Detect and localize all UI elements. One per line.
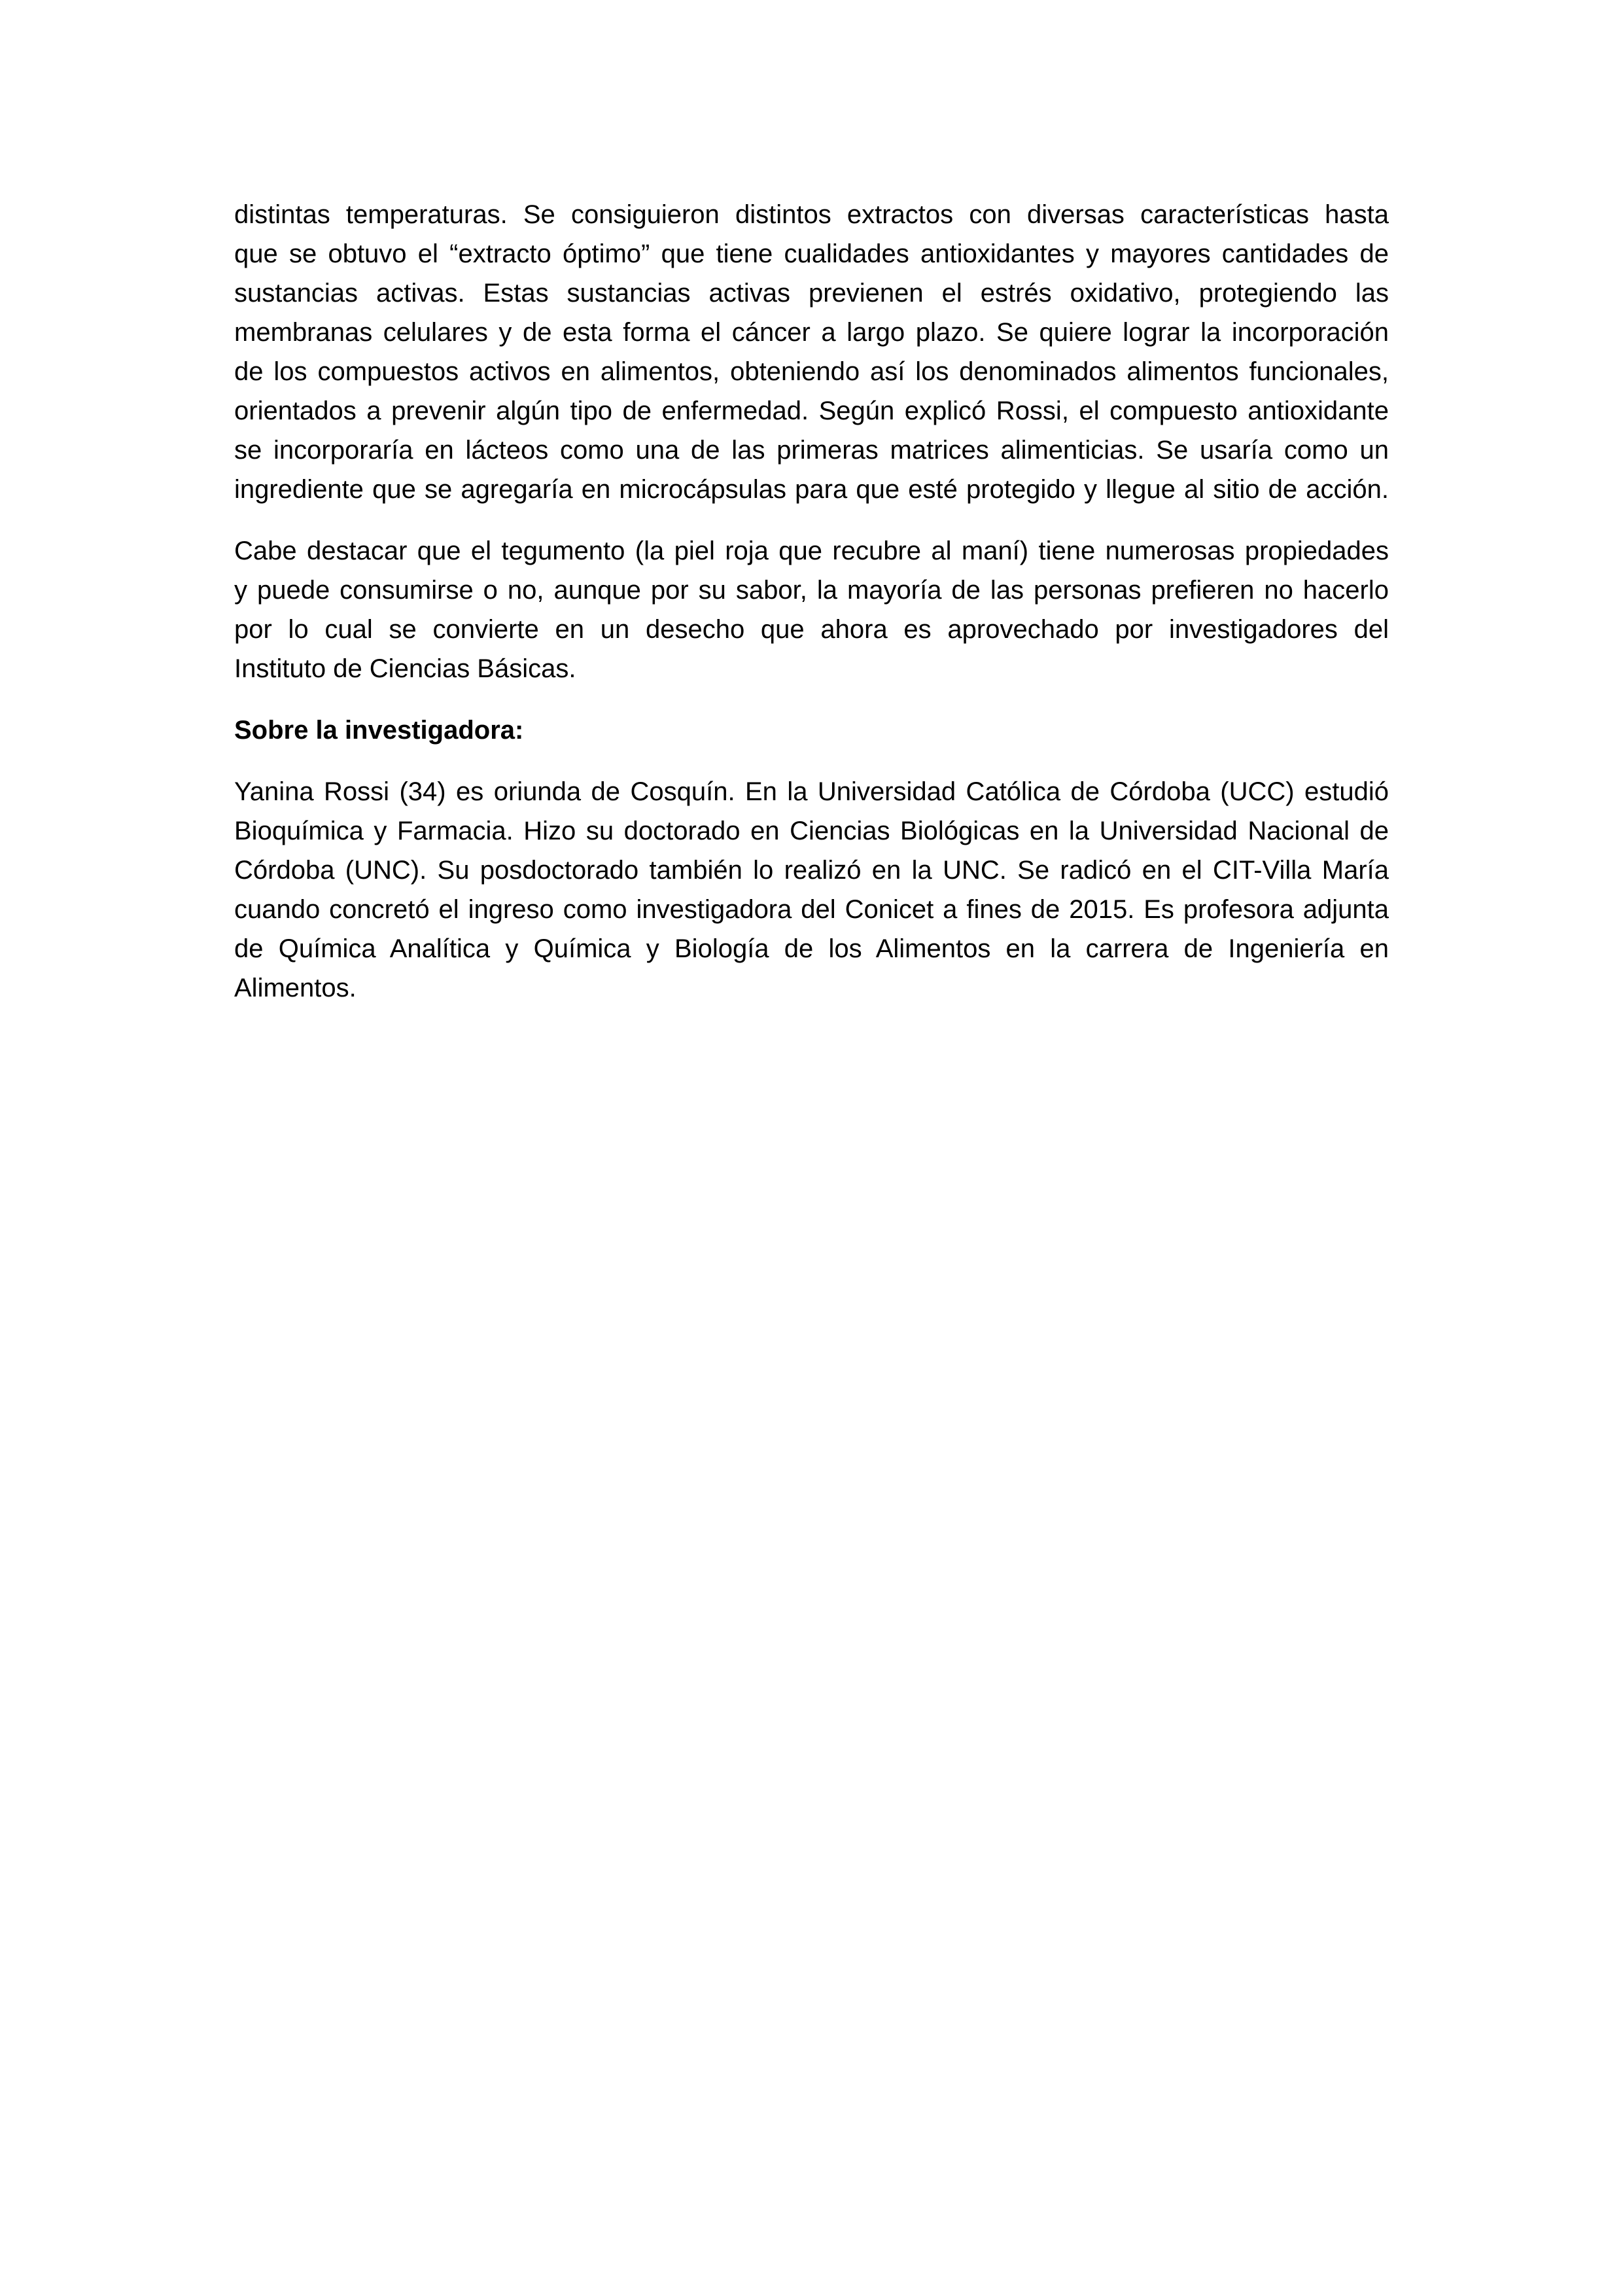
text-line: Instituto de Ciencias Básicas. [234,654,576,683]
text-line: orientados a prevenir algún tipo de enfermedad. Según explicó Rossi, el compuesto antioxidante [234,397,1389,425]
paragraph [234,772,1389,1008]
text-line: Córdoba (UNC). Su posdoctorado también lo realizó en la UNC. Se radicó en el CIT-Villa María [234,856,1389,885]
text-line: de Química Analítica y Química y Biología de los Alimentos en la carrera de Ingeniería en [234,934,1389,963]
text-line: de los compuestos activos en alimentos, obteniendo así los denominados alimentos funcionales, [234,357,1389,386]
text-line: Cabe destacar que el tegumento (la piel roja que recubre al maní) tiene numerosas propiedades [234,537,1389,565]
paragraph [234,195,1389,509]
paragraph [234,531,1389,688]
text-line: membranas celulares y de esta forma el cáncer a largo plazo. Se quiere lograr la incorporación [234,318,1389,347]
text-line: por lo cual se convierte en un desecho que ahora es aprovechado por investigadores del [234,615,1389,644]
text-line: se incorporaría en lácteos como una de las primeras matrices alimenticias. Se usaría como un [234,436,1389,465]
text-line: que se obtuvo el “extracto óptimo” que tiene cualidades antioxidantes y mayores cantidades de [234,239,1389,268]
text-line: sustancias activas. Estas sustancias activas previenen el estrés oxidativo, protegiendo las [234,279,1389,308]
text-line: y puede consumirse o no, aunque por su sabor, la mayoría de las personas prefieren no hacerlo [234,576,1389,605]
text-line: Yanina Rossi (34) es oriunda de Cosquín. En la Universidad Católica de Córdoba (UCC) estudió [234,777,1389,806]
text-line: Alimentos. [234,974,357,1002]
text-line: ingrediente que se agregaría en microcápsulas para que esté protegido y llegue al sitio de acción. [234,475,1389,504]
text-line: cuando concretó el ingreso como investigadora del Conicet a fines de 2015. Es profesora adjunta [234,895,1389,924]
text-line: Bioquímica y Farmacia. Hizo su doctorado en Ciencias Biológicas en la Universidad Nacional de [234,817,1389,845]
section-heading: Sobre la investigadora: [234,716,524,745]
document-page [234,195,1389,1030]
text-line: distintas temperaturas. Se consiguieron distintos extractos con diversas características hasta [234,200,1389,229]
